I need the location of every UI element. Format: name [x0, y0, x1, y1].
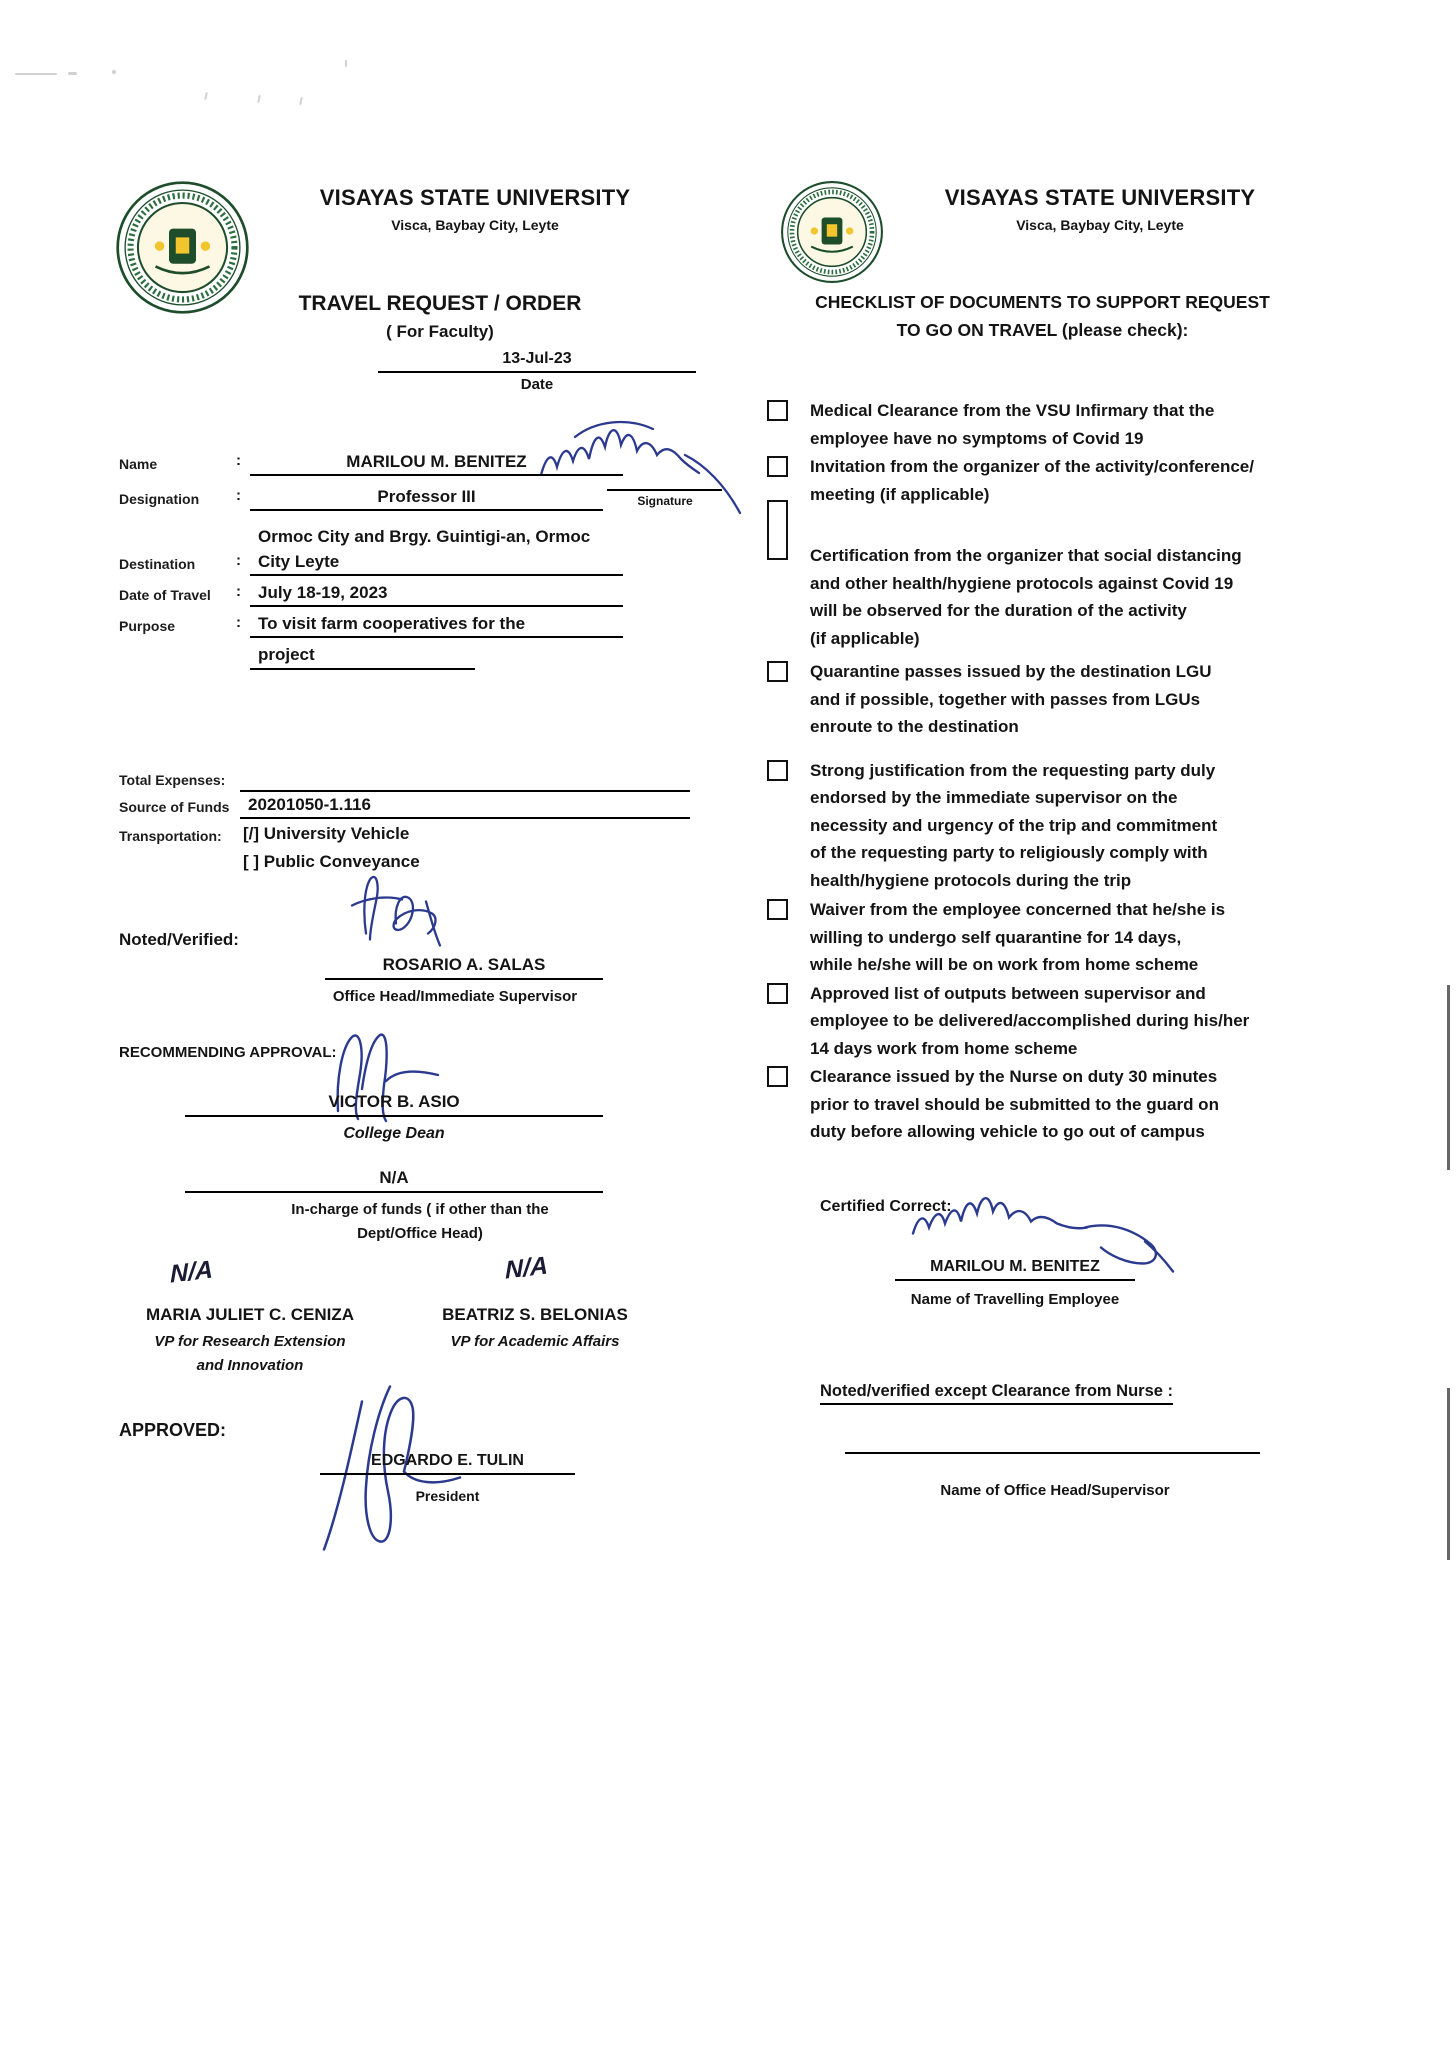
checklist-title-line2: TO GO ON TRAVEL (please check):	[896, 320, 1189, 340]
president-title: President	[415, 1488, 480, 1504]
checklist-item	[765, 896, 1325, 979]
handwritten-na-vp-research: N/A	[169, 1255, 214, 1289]
checklist-text: 14 days work from home scheme	[810, 1038, 1078, 1058]
destination-label: Destination	[119, 556, 196, 572]
checklist-text: (if applicable)	[810, 628, 920, 648]
left-header-text	[275, 185, 675, 233]
funds-incharge-title-line1: In-charge of funds ( if other than the	[291, 1201, 549, 1218]
destination-value-line2: City Leyte	[250, 552, 623, 576]
signature-line	[607, 489, 722, 491]
office-head-signature-line	[845, 1452, 1260, 1454]
checkbox-item-7[interactable]	[767, 983, 788, 1004]
checklist-text: employee to be delivered/accomplished during his/her	[810, 1011, 1250, 1030]
checklist-items	[765, 396, 1325, 1146]
checklist-item	[765, 658, 1325, 741]
vp-research-title-line1: VP for Research Extension	[154, 1333, 346, 1350]
checklist-text: willing to undergo self quarantine for 14 days,	[810, 927, 1182, 947]
dean-title: College Dean	[343, 1125, 445, 1142]
checklist-text: meeting (if applicable)	[810, 484, 990, 504]
checklist-item	[765, 453, 1325, 508]
checkbox-item-5[interactable]	[767, 760, 788, 781]
name-value: MARILOU M. BENITEZ	[250, 452, 623, 476]
checklist-item	[765, 980, 1325, 1063]
vp-research-name: MARIA JULIET C. CENIZA	[145, 1305, 355, 1324]
noted-verified-label: Noted/Verified:	[119, 930, 239, 949]
checklist-text: necessity and urgency of the trip and commitment	[810, 815, 1218, 835]
dean-name: VICTOR B. ASIO	[185, 1092, 603, 1117]
scan-artifact-line	[1447, 985, 1450, 1170]
colon: :	[236, 614, 241, 631]
transport-option-public: [ ] Public Conveyance	[243, 852, 420, 871]
checklist-text: Invitation from the organizer of the activity/conference/	[810, 457, 1254, 476]
date-block	[378, 350, 696, 393]
recommending-approval-label: RECOMMENDING APPROVAL:	[119, 1044, 337, 1061]
checklist-text: Quarantine passes issued by the destination LGU	[810, 662, 1212, 681]
checklist-text: while he/she will be on work from home scheme	[810, 955, 1199, 974]
right-header-text	[900, 185, 1300, 233]
date-of-travel-value: July 18-19, 2023	[250, 583, 623, 607]
purpose-value-line2: project	[250, 645, 475, 670]
date-of-travel-row	[115, 583, 755, 615]
funds-incharge-value: N/A	[185, 1168, 603, 1193]
checklist-text: and other health/hygiene protocols against Covid 19	[810, 573, 1234, 593]
date-label: Date	[520, 376, 554, 393]
checkbox-item-8[interactable]	[767, 1066, 788, 1087]
university-address: Visca, Baybay City, Leyte	[391, 217, 559, 233]
checkbox-item-2[interactable]	[767, 456, 788, 477]
checklist-text: employee have no symptoms of Covid 19	[810, 428, 1144, 448]
checklist-item	[765, 397, 1325, 452]
approved-label: APPROVED:	[119, 1420, 227, 1440]
vp-academic-title: VP for Academic Affairs	[450, 1333, 620, 1350]
checklist-text: Clearance issued by the Nurse on duty 30 minutes	[810, 1067, 1218, 1086]
colon: :	[236, 552, 241, 569]
checkbox-item-4[interactable]	[767, 661, 788, 682]
checkbox-item-1[interactable]	[767, 400, 788, 421]
total-expenses-label: Total Expenses:	[119, 772, 226, 788]
funds-incharge-title-line2: Dept/Office Head)	[357, 1225, 483, 1242]
name-row	[115, 452, 755, 484]
checklist-text: of the requesting party to religiously comply with	[810, 843, 1208, 862]
travelling-employee-name: MARILOU M. BENITEZ	[895, 1258, 1135, 1281]
source-of-funds-row	[115, 795, 755, 827]
checklist-item	[765, 1063, 1325, 1146]
destination-value-line1: Ormoc City and Brgy. Guintigi-an, Ormoc	[258, 527, 591, 546]
checklist-text: prior to travel should be submitted to the guard on	[810, 1094, 1219, 1114]
scan-artifact	[68, 72, 77, 75]
date-value: 13-Jul-23	[378, 350, 696, 373]
university-address: Visca, Baybay City, Leyte	[1016, 217, 1184, 233]
checklist-title	[765, 292, 1320, 341]
signature-salas-icon	[330, 860, 470, 958]
university-name: VISAYAS STATE UNIVERSITY	[319, 185, 631, 210]
form-subtitle: ( For Faculty)	[386, 322, 494, 341]
designation-value: Professor III	[250, 487, 603, 511]
noted-except-text: Noted/verified except Clearance from Nurse :	[820, 1382, 1173, 1405]
checklist-text: endorsed by the immediate supervisor on the	[810, 788, 1178, 807]
checklist-text: Approved list of outputs between supervisor and	[810, 983, 1206, 1003]
transportation-label: Transportation:	[119, 828, 222, 844]
vsu-seal-logo	[780, 180, 884, 284]
scan-artifact	[15, 73, 57, 75]
checklist-text: duty before allowing vehicle to go out of campus	[810, 1122, 1205, 1141]
checklist-text: health/hygiene protocols during the trip	[810, 870, 1132, 890]
scan-artifact-line	[1447, 1388, 1450, 1560]
vp-academic-name: BEATRIZ S. BELONIAS	[442, 1305, 628, 1324]
source-of-funds-value: 20201050-1.116	[240, 795, 690, 819]
colon: :	[236, 583, 241, 600]
checkbox-item-3[interactable]	[767, 500, 788, 560]
form-title-block	[215, 292, 665, 342]
supervisor-name: ROSARIO A. SALAS	[325, 955, 603, 980]
checklist-item	[765, 757, 1325, 895]
destination-row	[115, 552, 755, 584]
checklist-section	[765, 0, 1340, 2052]
designation-label: Designation	[119, 491, 200, 507]
date-of-travel-label: Date of Travel	[119, 587, 211, 603]
transport-option-university: [/] University Vehicle	[243, 824, 410, 843]
total-expenses-blank	[240, 768, 690, 792]
checklist-text: Certification from the organizer that social distancing	[810, 546, 1242, 565]
checklist-text: Strong justification from the requesting party duly	[810, 760, 1216, 780]
checklist-title-line1: CHECKLIST OF DOCUMENTS TO SUPPORT REQUEST	[815, 292, 1270, 312]
checkbox-item-6[interactable]	[767, 899, 788, 920]
certified-correct-label: Certified Correct:	[820, 1198, 952, 1215]
supervisor-title: Office Head/Immediate Supervisor	[332, 988, 578, 1005]
checklist-text: and if possible, together with passes from LGUs	[810, 689, 1201, 709]
checklist-text: Medical Clearance from the VSU Infirmary that the	[810, 401, 1215, 420]
colon: :	[236, 487, 241, 504]
purpose-value-line1: To visit farm cooperatives for the	[250, 614, 623, 638]
checklist-text: Waiver from the employee concerned that he/she is	[810, 900, 1226, 919]
office-head-label: Name of Office Head/Supervisor	[940, 1482, 1170, 1499]
colon: :	[236, 452, 241, 469]
checklist-item	[765, 516, 1325, 652]
name-label: Name	[119, 456, 158, 472]
president-name: EDGARDO E. TULIN	[320, 1452, 575, 1475]
travelling-employee-title: Name of Travelling Employee	[910, 1291, 1120, 1308]
handwritten-na-vp-academic: N/A	[504, 1251, 549, 1285]
purpose-label: Purpose	[119, 618, 176, 634]
signature-label: Signature	[637, 494, 693, 508]
checklist-text: enroute to the destination	[810, 717, 1019, 736]
source-of-funds-label: Source of Funds	[119, 799, 230, 815]
transportation-row	[115, 824, 755, 856]
purpose-row	[115, 614, 755, 646]
form-title: TRAVEL REQUEST / ORDER	[298, 292, 582, 315]
university-name: VISAYAS STATE UNIVERSITY	[944, 185, 1256, 210]
checklist-text: will be observed for the duration of the activity	[810, 601, 1187, 620]
travel-request-form	[115, 0, 755, 2052]
vp-research-title-line2: and Innovation	[196, 1357, 304, 1374]
